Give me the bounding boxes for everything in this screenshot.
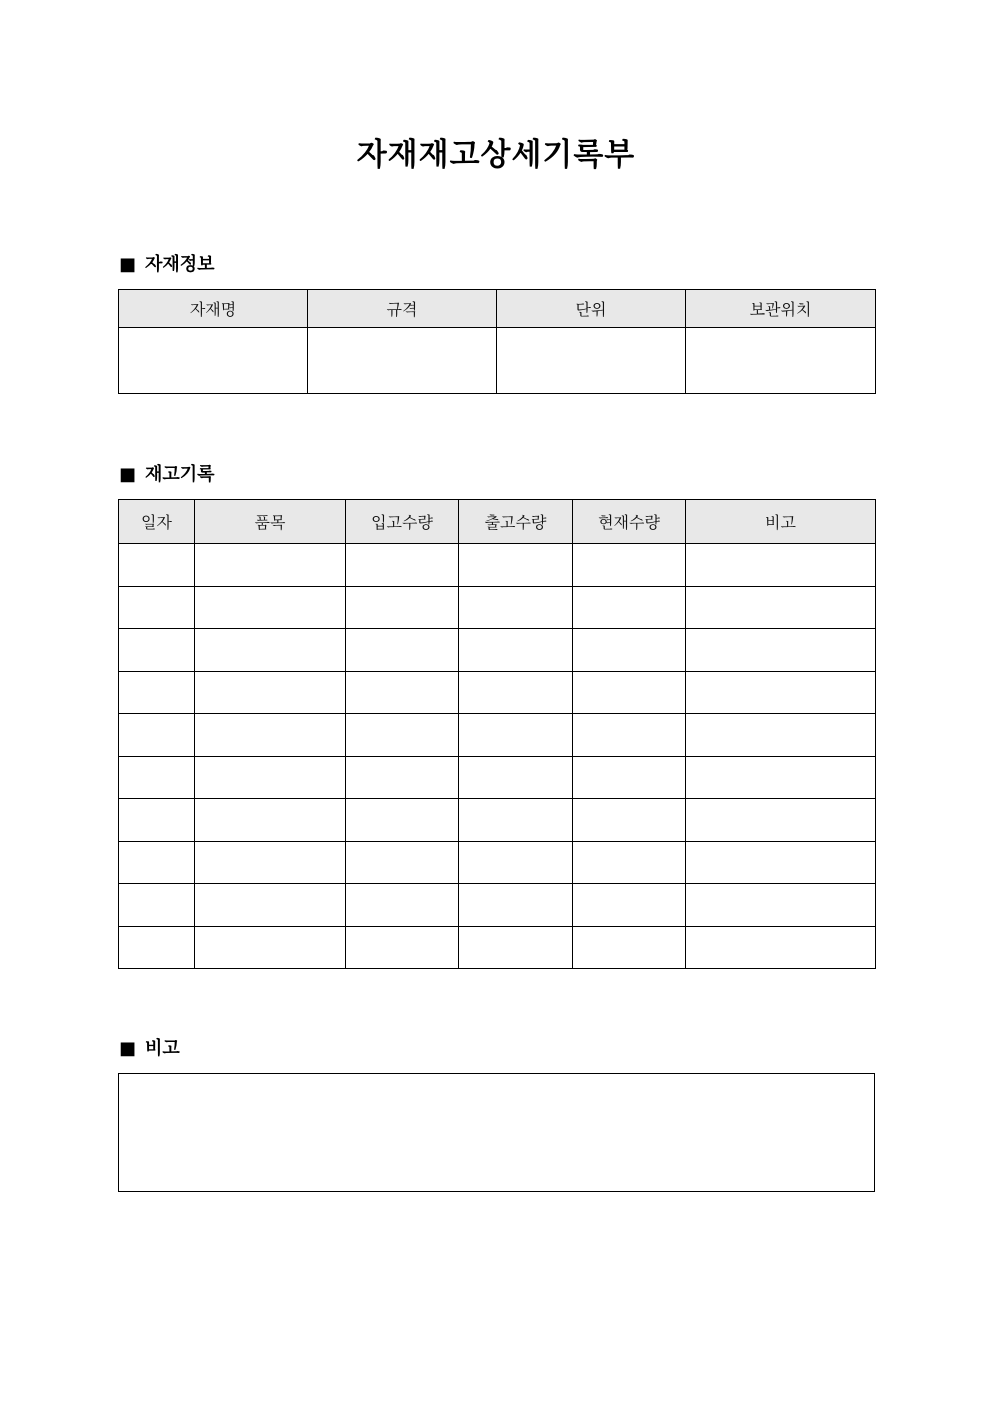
stock-record-heading	[119, 463, 215, 487]
outbound-qty-cell[interactable]	[459, 629, 573, 672]
item-cell[interactable]	[195, 714, 346, 757]
outbound-qty-cell[interactable]	[459, 799, 573, 842]
date-cell[interactable]	[119, 714, 195, 757]
inbound-qty-cell[interactable]	[346, 671, 459, 714]
material-info-table	[118, 289, 876, 394]
date-cell[interactable]	[119, 586, 195, 629]
item-cell[interactable]	[195, 671, 346, 714]
current-qty-cell[interactable]	[573, 671, 686, 714]
table-row	[119, 799, 876, 842]
inbound-qty-cell[interactable]	[346, 884, 459, 927]
date-cell[interactable]	[119, 799, 195, 842]
outbound-qty-cell[interactable]	[459, 756, 573, 799]
remarks-cell[interactable]	[686, 926, 876, 969]
table-row	[119, 756, 876, 799]
inbound-qty-cell[interactable]	[346, 629, 459, 672]
col-header-storage-location: 보관위치	[686, 290, 876, 328]
item-cell[interactable]	[195, 884, 346, 927]
col-header-unit: 단위	[497, 290, 686, 328]
date-cell[interactable]	[119, 629, 195, 672]
table-row	[119, 586, 876, 629]
col-header-item: 품목	[195, 500, 346, 544]
current-qty-cell[interactable]	[573, 884, 686, 927]
col-header-remarks: 비고	[686, 500, 876, 544]
item-cell[interactable]	[195, 841, 346, 884]
outbound-qty-cell[interactable]	[459, 671, 573, 714]
current-qty-cell[interactable]	[573, 756, 686, 799]
remarks-cell[interactable]	[686, 756, 876, 799]
remarks-cell[interactable]	[686, 671, 876, 714]
material-info-row	[119, 328, 876, 394]
remarks-cell[interactable]	[686, 714, 876, 757]
outbound-qty-cell[interactable]	[459, 926, 573, 969]
date-cell[interactable]	[119, 671, 195, 714]
date-cell[interactable]	[119, 756, 195, 799]
material-info-heading	[119, 253, 215, 277]
remarks-cell[interactable]	[686, 799, 876, 842]
col-header-current-qty: 현재수량	[573, 500, 686, 544]
outbound-qty-cell[interactable]	[459, 586, 573, 629]
table-row	[119, 629, 876, 672]
material-info-heading-label: 자재정보	[145, 254, 215, 275]
item-cell[interactable]	[195, 926, 346, 969]
date-cell[interactable]	[119, 544, 195, 587]
inbound-qty-cell[interactable]	[346, 586, 459, 629]
stock-record-body	[119, 544, 876, 969]
date-cell[interactable]	[119, 926, 195, 969]
remarks-heading-label: 비고	[145, 1038, 180, 1059]
material-info-header-row	[119, 290, 876, 328]
col-header-material-name: 자재명	[119, 290, 308, 328]
item-cell[interactable]	[195, 756, 346, 799]
remarks-cell[interactable]	[686, 544, 876, 587]
square-bullet-icon: ■	[119, 464, 137, 485]
table-row	[119, 884, 876, 927]
item-cell[interactable]	[195, 629, 346, 672]
remarks-heading	[119, 1037, 180, 1061]
remarks-box[interactable]	[118, 1073, 875, 1192]
current-qty-cell[interactable]	[573, 799, 686, 842]
inbound-qty-cell[interactable]	[346, 714, 459, 757]
current-qty-cell[interactable]	[573, 926, 686, 969]
col-header-spec: 규격	[308, 290, 497, 328]
inbound-qty-cell[interactable]	[346, 756, 459, 799]
table-row	[119, 714, 876, 757]
stock-record-heading-label: 재고기록	[145, 464, 215, 485]
inbound-qty-cell[interactable]	[346, 799, 459, 842]
remarks-cell[interactable]	[686, 586, 876, 629]
document-title: 자재재고상세기록부	[356, 137, 636, 173]
current-qty-cell[interactable]	[573, 629, 686, 672]
date-cell[interactable]	[119, 884, 195, 927]
current-qty-cell[interactable]	[573, 714, 686, 757]
item-cell[interactable]	[195, 544, 346, 587]
stock-record-table	[118, 499, 876, 969]
table-row	[119, 841, 876, 884]
item-cell[interactable]	[195, 799, 346, 842]
current-qty-cell[interactable]	[573, 841, 686, 884]
stock-record-header-row	[119, 500, 876, 544]
date-cell[interactable]	[119, 841, 195, 884]
unit-cell[interactable]	[497, 328, 686, 394]
current-qty-cell[interactable]	[573, 586, 686, 629]
outbound-qty-cell[interactable]	[459, 714, 573, 757]
col-header-outbound-qty: 출고수량	[459, 500, 573, 544]
inbound-qty-cell[interactable]	[346, 841, 459, 884]
outbound-qty-cell[interactable]	[459, 884, 573, 927]
square-bullet-icon: ■	[119, 254, 137, 275]
outbound-qty-cell[interactable]	[459, 841, 573, 884]
inbound-qty-cell[interactable]	[346, 544, 459, 587]
inbound-qty-cell[interactable]	[346, 926, 459, 969]
remarks-cell[interactable]	[686, 841, 876, 884]
current-qty-cell[interactable]	[573, 544, 686, 587]
col-header-inbound-qty: 입고수량	[346, 500, 459, 544]
col-header-date: 일자	[119, 500, 195, 544]
table-row	[119, 926, 876, 969]
spec-cell[interactable]	[308, 328, 497, 394]
material-name-cell[interactable]	[119, 328, 308, 394]
outbound-qty-cell[interactable]	[459, 544, 573, 587]
storage-location-cell[interactable]	[686, 328, 876, 394]
item-cell[interactable]	[195, 586, 346, 629]
square-bullet-icon: ■	[119, 1038, 137, 1059]
table-row	[119, 671, 876, 714]
table-row	[119, 544, 876, 587]
remarks-cell[interactable]	[686, 884, 876, 927]
remarks-cell[interactable]	[686, 629, 876, 672]
